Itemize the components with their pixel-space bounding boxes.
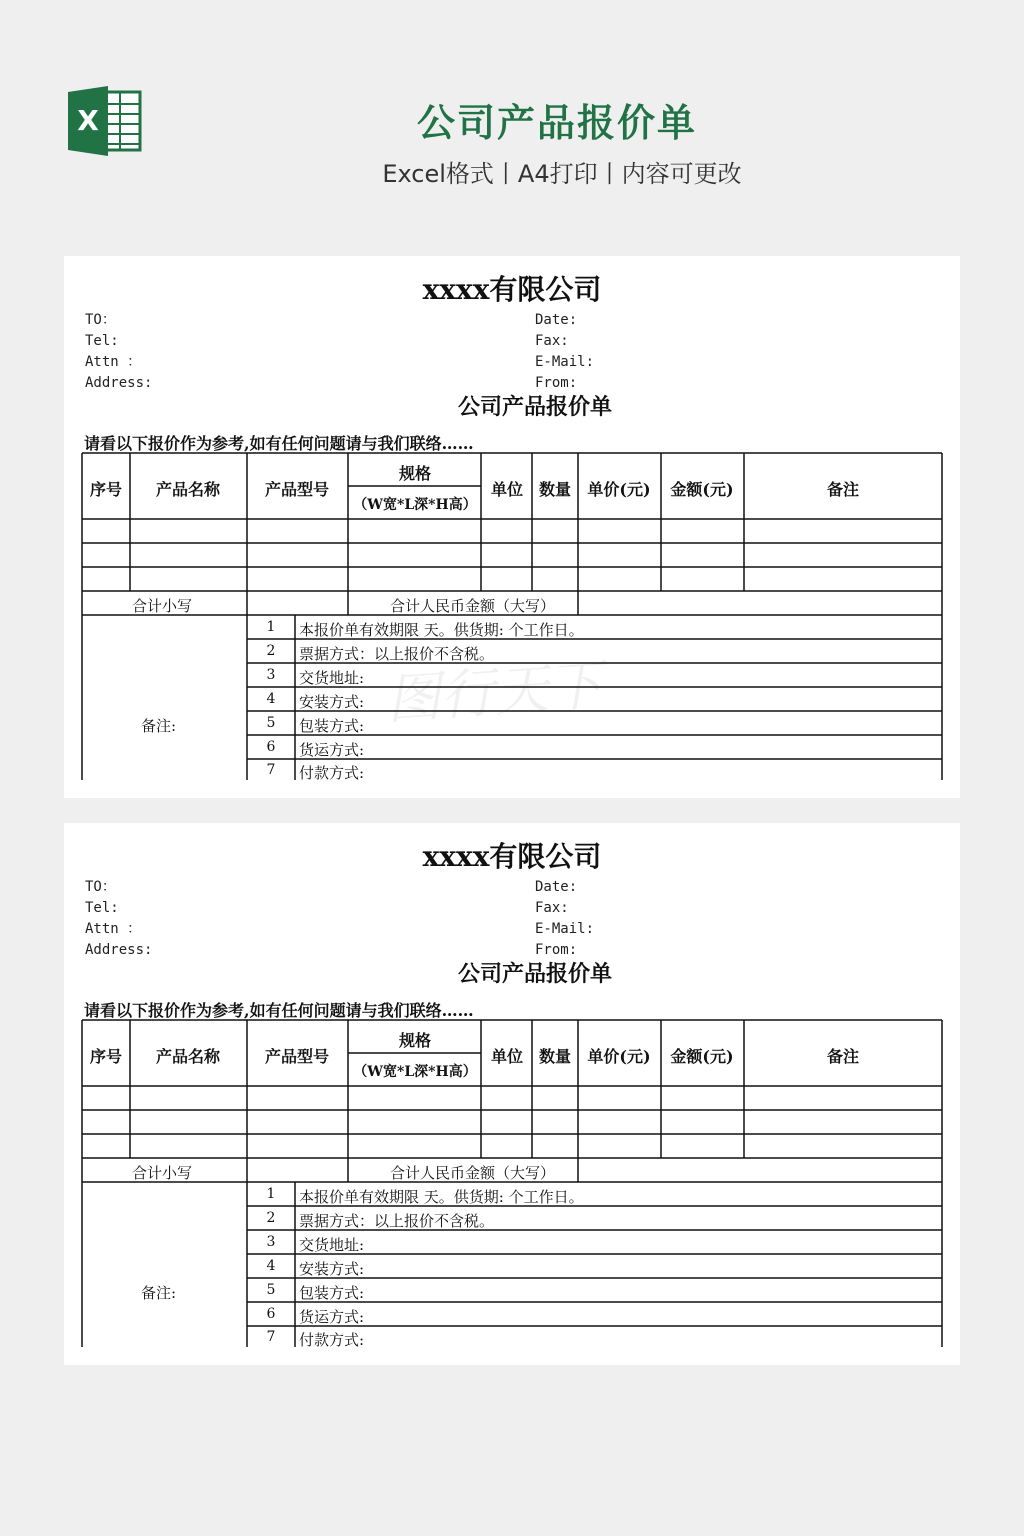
- notes-label: 备注:: [141, 717, 177, 735]
- field-attn: Attn ：: [85, 354, 142, 370]
- field-address: Address:: [85, 942, 153, 958]
- note-text: 交货地址:: [299, 669, 365, 687]
- col-seq: 序号: [89, 480, 123, 499]
- note-number: 3: [266, 1234, 276, 1250]
- note-number: 5: [266, 1282, 276, 1298]
- field-email: E-Mail:: [535, 354, 595, 370]
- col-amount: 金额(元): [670, 1047, 734, 1066]
- field-fax: Fax:: [535, 333, 569, 349]
- total-big-label: 合计人民币金额（大写）: [390, 1164, 556, 1182]
- col-spec-sub: （W宽*L深*H高）: [353, 1064, 477, 1080]
- note-number: 2: [266, 643, 276, 659]
- form-title: 公司产品报价单: [457, 961, 612, 987]
- note-number: 6: [266, 739, 276, 755]
- col-name: 产品名称: [155, 480, 221, 499]
- note-text: 票据方式：以上报价不含税。: [299, 1212, 495, 1230]
- quote-sheet-2: [64, 823, 960, 1365]
- intro-text: 请看以下报价作为参考,如有任何问题请与我们联络……: [84, 1001, 474, 1020]
- field-attn: Attn ：: [85, 921, 142, 937]
- note-text: 货运方式:: [299, 741, 365, 759]
- note-number: 2: [266, 1210, 276, 1226]
- note-number: 7: [266, 1329, 276, 1345]
- col-price: 单价(元): [587, 480, 651, 499]
- col-unit: 单位: [490, 1047, 524, 1066]
- note-text: 安装方式:: [299, 1260, 365, 1278]
- note-text: 本报价单有效期限 天。供货期: 个工作日。: [299, 1188, 584, 1206]
- note-text: 本报价单有效期限 天。供货期: 个工作日。: [299, 621, 584, 639]
- field-from: From:: [535, 942, 578, 958]
- col-price: 单价(元): [587, 1047, 651, 1066]
- col-model: 产品型号: [264, 480, 330, 499]
- note-text: 付款方式:: [299, 1331, 365, 1349]
- notes-label: 备注:: [141, 1284, 177, 1302]
- field-to: TO：: [85, 879, 116, 895]
- field-date: Date:: [535, 879, 578, 895]
- col-remark: 备注: [826, 1047, 860, 1066]
- note-text: 包装方式:: [299, 1284, 365, 1302]
- company-name: xxxx有限公司: [422, 840, 602, 873]
- note-text: 交货地址:: [299, 1236, 365, 1254]
- field-address: Address:: [85, 375, 153, 391]
- note-number: 1: [266, 619, 276, 635]
- note-number: 1: [266, 1186, 276, 1202]
- page-title: 公司产品报价单: [416, 101, 697, 145]
- col-name: 产品名称: [155, 1047, 221, 1066]
- field-from: From:: [535, 375, 578, 391]
- col-spec-sub: （W宽*L深*H高）: [353, 497, 477, 513]
- col-unit: 单位: [490, 480, 524, 499]
- total-small-label: 合计小写: [132, 1164, 193, 1182]
- col-spec: 规格: [398, 464, 432, 483]
- total-big-label: 合计人民币金额（大写）: [390, 597, 556, 615]
- form-title: 公司产品报价单: [457, 394, 612, 420]
- field-fax: Fax:: [535, 900, 569, 916]
- note-text: 货运方式:: [299, 1308, 365, 1326]
- note-number: 6: [266, 1306, 276, 1322]
- note-text: 包装方式:: [299, 717, 365, 735]
- note-number: 5: [266, 715, 276, 731]
- col-seq: 序号: [89, 1047, 123, 1066]
- watermark: 图行天下: [384, 653, 605, 732]
- col-model: 产品型号: [264, 1047, 330, 1066]
- page-subtitle: Excel格式丨A4打印丨内容可更改: [382, 160, 742, 188]
- company-name: xxxx有限公司: [422, 273, 602, 306]
- col-qty: 数量: [538, 480, 572, 499]
- col-spec: 规格: [398, 1031, 432, 1050]
- quote-table-grid: [64, 823, 960, 1365]
- quote-sheet-1: [64, 256, 960, 798]
- field-tel: Tel:: [85, 900, 119, 916]
- note-text: 安装方式:: [299, 693, 365, 711]
- svg-text:X: X: [77, 104, 99, 137]
- note-number: 7: [266, 762, 276, 778]
- total-small-label: 合计小写: [132, 597, 193, 615]
- note-text: 票据方式：以上报价不含税。: [299, 645, 495, 663]
- note-number: 3: [266, 667, 276, 683]
- col-remark: 备注: [826, 480, 860, 499]
- note-number: 4: [266, 1258, 276, 1274]
- note-number: 4: [266, 691, 276, 707]
- field-email: E-Mail:: [535, 921, 595, 937]
- field-to: TO：: [85, 312, 116, 328]
- note-text: 付款方式:: [299, 764, 365, 782]
- field-tel: Tel:: [85, 333, 119, 349]
- field-date: Date:: [535, 312, 578, 328]
- intro-text: 请看以下报价作为参考,如有任何问题请与我们联络……: [84, 434, 474, 453]
- col-qty: 数量: [538, 1047, 572, 1066]
- col-amount: 金额(元): [670, 480, 734, 499]
